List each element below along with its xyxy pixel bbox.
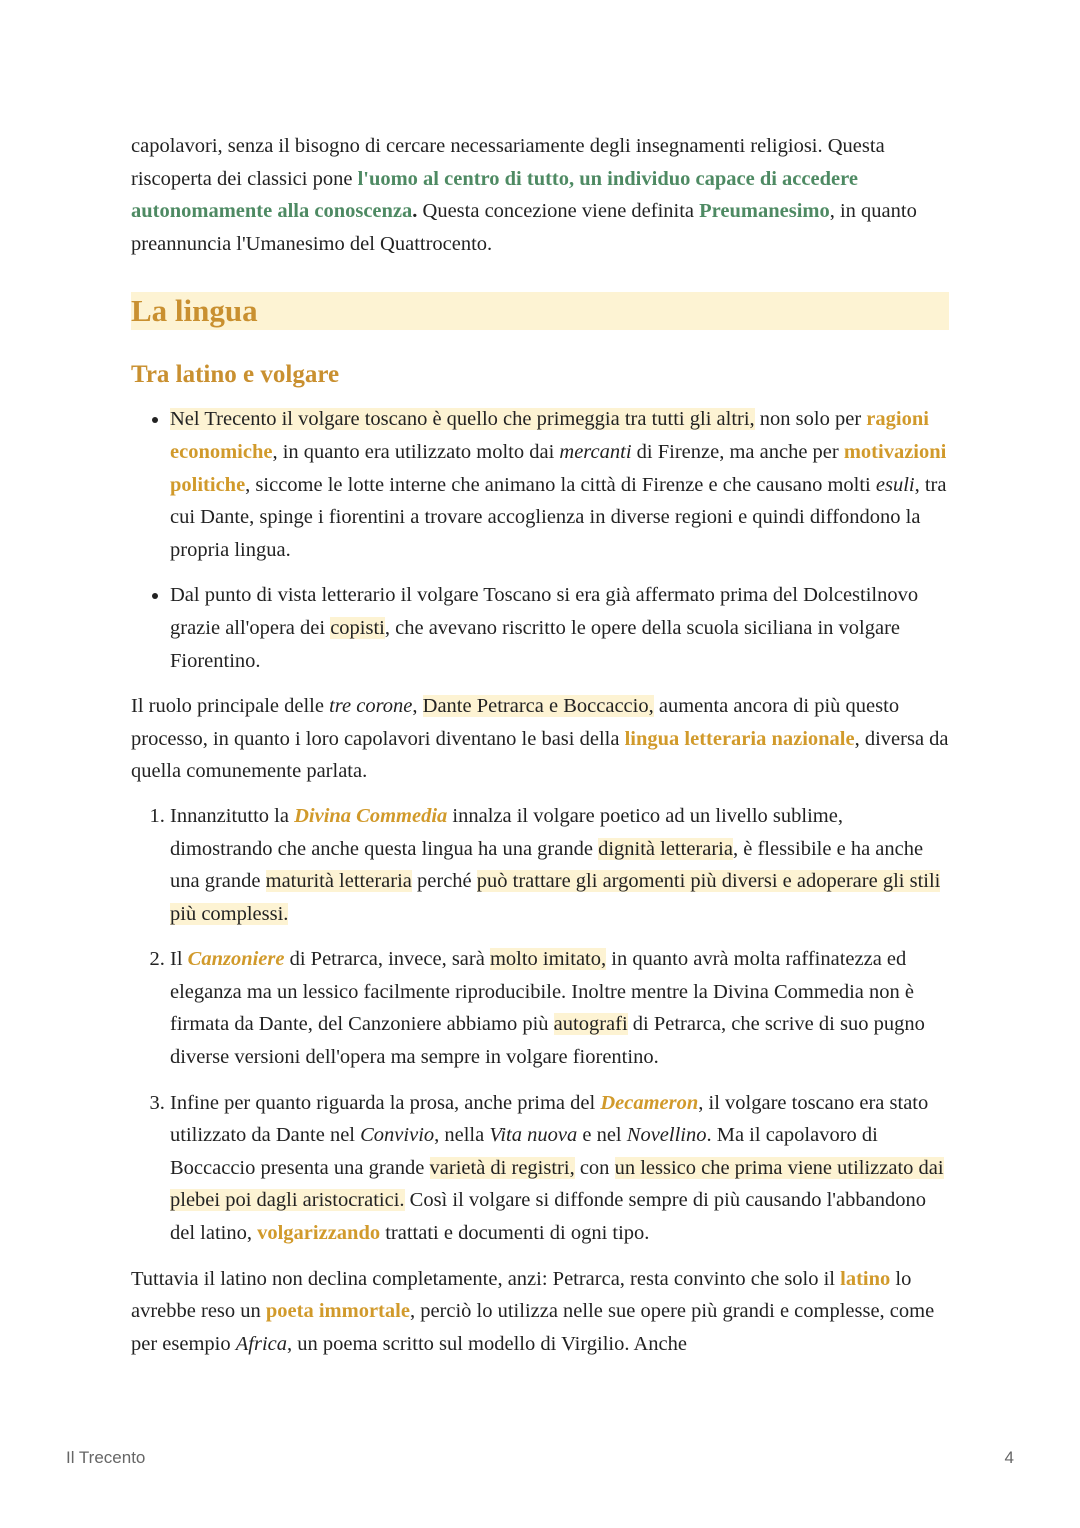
italic-text: esuli — [875, 473, 915, 496]
section-title: La lingua — [131, 292, 949, 330]
list-item — [170, 403, 949, 566]
text: Così il volgare si diffonde sempre di più causando l'abbandono del latino, — [170, 1189, 926, 1245]
text: , in quanto era utilizzato molto dai — [272, 440, 560, 463]
highlight-text: maturità letteraria — [265, 870, 412, 893]
text: capolavori, senza il bisogno di cercare necessariamente degli insegnamenti religiosi. Questa riscoperta dei classici pone — [131, 135, 885, 190]
page-number: 4 — [1004, 1448, 1014, 1467]
text: trattati e documenti di ogni tipo. — [380, 1222, 650, 1245]
highlight-text: dignità letteraria — [598, 837, 733, 860]
text: Innanzitutto la — [170, 804, 295, 827]
text: , che avevano riscritto le opere della scuola siciliana in volgare Fiorentino. — [170, 616, 901, 672]
emphasis-text: Decameron — [600, 1091, 699, 1114]
footer-title: Il Trecento — [66, 1448, 146, 1467]
highlight-text: Nel Trecento il volgare toscano è quello che primeggia tra tutti gli altri, — [170, 408, 755, 431]
text: in quanto avrà molta raffinatezza ed eleganza ma un lessico facilmente riproducibile. Inoltre mentre la Divina Commedia non è firmata da Dante, del Canzoniere abbiamo più — [170, 948, 914, 1036]
emphasis-text: latino — [840, 1267, 891, 1290]
text: . — [412, 200, 418, 223]
emphasis-text: lingua letteraria nazionale — [624, 727, 855, 750]
highlight-text: varietà di registri, — [429, 1156, 575, 1179]
emphasis-text: Canzoniere — [187, 948, 285, 971]
emphasis-text: motivazioni politiche — [170, 440, 947, 496]
highlight-text: può trattare gli argomenti più diversi e adoperare gli stili più complessi. — [170, 870, 941, 925]
text: , in quanto preannuncia l'Umanesimo del Quattrocento. — [131, 200, 917, 255]
emphasis-text: Preumanesimo — [699, 200, 830, 223]
text: Tuttavia il latino non declina completamente, anzi: Petrarca, resta convinto che solo il — [131, 1267, 841, 1290]
text: di Petrarca, che scrive di suo pugno diverse versioni dell'opera ma sempre in volgare fiorentino. — [170, 1013, 925, 1069]
text: e nel — [577, 1124, 627, 1147]
text: , perciò lo utilizza nelle sue opere più grandi e complesse, come per esempio — [131, 1300, 935, 1355]
emphasis-text: l'uomo al centro di tutto, un individuo capace di accedere autonomamente alla conoscenza — [131, 167, 858, 223]
emphasis-text: Divina Commedia — [294, 804, 448, 827]
emphasis-text: poeta immortale — [265, 1300, 410, 1323]
text: Questa concezione viene definita — [417, 200, 700, 223]
text: , siccome le lotte interne che animano la città di Firenze e che causano molti — [245, 473, 876, 496]
text: perché — [411, 870, 477, 893]
text: , è flessibile e ha anche una grande — [170, 837, 924, 893]
numbered-list — [131, 800, 949, 1250]
italic-text: tre corone — [329, 695, 413, 718]
italic-text: mercanti — [559, 440, 632, 463]
text: aumenta ancora di più questo processo, in quanto i loro capolavori diventano le basi della — [131, 695, 900, 750]
text: innalza il volgare poetico ad un livello sublime, dimostrando che anche questa lingua ha una grande — [170, 804, 843, 860]
text: , tra cui Dante, spinge i fiorentini a trovare accoglienza in diverse regioni e quindi diffondono la propria lingua. — [170, 473, 947, 561]
text: Il ruolo principale delle — [131, 695, 330, 718]
text: con — [574, 1156, 615, 1179]
list-item — [170, 1087, 949, 1250]
section-subtitle: Tra latino e volgare — [131, 361, 340, 389]
highlight-text: molto imitato, — [489, 948, 607, 971]
italic-text: Convivio — [360, 1124, 435, 1147]
italic-text: Africa — [235, 1332, 287, 1355]
document-body — [131, 130, 949, 1360]
text: , diversa da quella comunemente parlata. — [131, 727, 949, 783]
text: . Ma il capolavoro di Boccaccio presenta una grande — [170, 1124, 878, 1179]
list-item — [170, 579, 949, 677]
text: Dal punto di vista letterario il volgare Toscano si era già affermato prima del Dolcestilnovo grazie all'opera dei — [170, 584, 919, 639]
text: Infine per quanto riguarda la prosa, anche prima del — [170, 1091, 601, 1114]
text: lo avrebbe reso un — [131, 1267, 912, 1323]
highlight-text: copisti — [330, 616, 385, 639]
paragraph — [131, 690, 949, 788]
text: , — [412, 695, 423, 718]
text: Il — [170, 948, 188, 971]
list-item — [170, 800, 949, 930]
emphasis-text: ragioni economiche — [170, 408, 929, 463]
text: , il volgare toscano era stato utilizzato da Dante nel — [170, 1091, 929, 1147]
paragraph — [131, 1263, 949, 1361]
text: non solo per — [754, 408, 867, 431]
italic-text: Novellino — [626, 1124, 707, 1147]
text: di Firenze, ma anche per — [631, 440, 844, 463]
list-item — [170, 943, 949, 1073]
text: di Petrarca, invece, sarà — [284, 948, 490, 971]
italic-text: Vita nuova — [489, 1124, 578, 1147]
text: , nella — [434, 1124, 490, 1147]
bullet-list — [131, 403, 949, 677]
emphasis-text: volgarizzando — [257, 1222, 381, 1245]
intro-paragraph — [131, 130, 949, 260]
text: , un poema scritto sul modello di Virgilio. Anche — [287, 1332, 688, 1355]
highlight-text: Dante Petrarca e Boccaccio, — [422, 695, 654, 718]
highlight-text: un lessico che prima viene utilizzato dai plebei poi dagli aristocratici. — [170, 1156, 944, 1212]
highlight-text: autografi — [553, 1013, 628, 1036]
